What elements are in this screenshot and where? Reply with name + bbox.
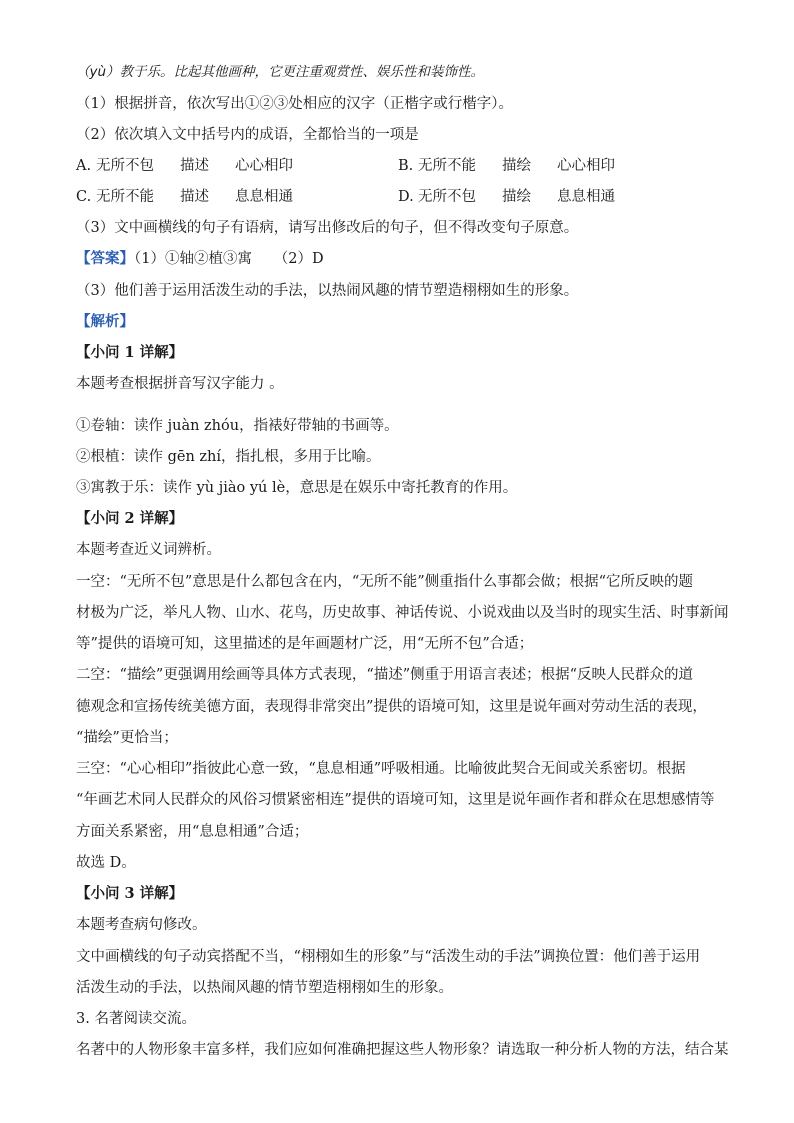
analysis-2-text: “描绘”更恰当； bbox=[76, 730, 178, 746]
option-d bbox=[398, 187, 615, 207]
subquestion-3-heading: 【小问 3 详解】 bbox=[76, 885, 184, 902]
analysis-2-text: 三空：“心心相印”指彼此心意一致，“息息相通”呼吸相通。比喻彼此契合无间或关系密切。根据 bbox=[76, 761, 686, 777]
option-d-word2: 描绘 bbox=[502, 189, 531, 205]
question-1: （1）根据拼音，依次写出①②③处相应的汉字（正楷字或行楷字）。 bbox=[76, 96, 513, 112]
analysis-2-text: 方面关系紧密，用“息息相通”合适； bbox=[76, 824, 309, 840]
analysis-2-text: 材极为广泛，举凡人物、山水、花鸟，历史故事、神话传说、小说戏曲以及当时的现实生活、时事新闻 bbox=[76, 605, 729, 621]
analysis-2-text: 德观念和宣扬传统美德方面，表现得非常突出”提供的语境可知，这里是说年画对劳动生活的表现， bbox=[76, 699, 707, 715]
analysis-1-intro: 本题考查根据拼音写汉字能力 。 bbox=[76, 376, 284, 392]
analysis-2-text: 二空：“描绘”更强调用绘画等具体方式表现，“描述”侧重于用语言表述；根据“反映人民群众的道 bbox=[76, 667, 694, 683]
option-c-word2: 描述 bbox=[180, 189, 209, 205]
passage-fragment: （yù）教于乐。比起其他画种，它更注重观赏性、娱乐性和装饰性。 bbox=[76, 64, 485, 80]
option-b-word2: 描绘 bbox=[502, 158, 531, 174]
question-3-prompt: 名著中的人物形象丰富多样，我们应如何准确把握这些人物形象？请选取一种分析人物的方法，结合某 bbox=[76, 1042, 729, 1058]
option-c bbox=[76, 187, 293, 207]
option-b bbox=[398, 156, 615, 176]
option-d-label: D. bbox=[398, 189, 414, 205]
option-c-label: C. bbox=[76, 189, 92, 205]
option-a-word2: 描述 bbox=[180, 158, 209, 174]
subquestion-2-heading: 【小问 2 详解】 bbox=[76, 510, 184, 527]
option-a-label: A. bbox=[76, 158, 92, 174]
question-3-heading: 3. 名著阅读交流。 bbox=[76, 1011, 196, 1027]
option-d-word3: 息息相通 bbox=[557, 189, 615, 205]
analysis-heading: 【解析】 bbox=[76, 313, 134, 330]
answer-tag: 【答案】 bbox=[76, 250, 134, 267]
option-b-label: B. bbox=[398, 158, 414, 174]
answer-text: （1）①轴②植③寓 （2）D bbox=[134, 251, 324, 267]
option-b-word1: 无所不能 bbox=[418, 158, 476, 174]
analysis-1-item1: ①卷轴：读作 juàn zhóu，指裱好带轴的书画等。 bbox=[76, 418, 399, 434]
analysis-3-text: 活泼生动的手法，以热闹风趣的情节塑造栩栩如生的形象。 bbox=[76, 980, 453, 996]
option-a-word1: 无所不包 bbox=[96, 158, 154, 174]
analysis-1-item2: ②根植：读作 gēn zhí，指扎根，多用于比喻。 bbox=[76, 449, 381, 465]
option-b-word3: 心心相印 bbox=[557, 158, 615, 174]
option-a bbox=[76, 156, 293, 176]
analysis-1-item3: ③寓教于乐：读作 yù jiào yú lè，意思是在娱乐中寄托教育的作用。 bbox=[76, 480, 518, 496]
analysis-2-conclusion: 故选 D。 bbox=[76, 855, 136, 871]
option-d-word1: 无所不包 bbox=[418, 189, 476, 205]
analysis-2-text: 等”提供的语境可知，这里描述的是年画题材广泛，用“无所不包”合适； bbox=[76, 636, 534, 652]
analysis-2-text: “年画艺术同人民群众的风俗习惯紧密相连”提供的语境可知，这里是说年画作者和群众在思想感情等 bbox=[76, 792, 715, 808]
analysis-2-intro: 本题考查近义词辨析。 bbox=[76, 542, 221, 558]
analysis-3-intro: 本题考查病句修改。 bbox=[76, 917, 207, 933]
analysis-2-text: 一空：“无所不包”意思是什么都包含在内，“无所不能”侧重指什么事都会做；根据“它所反映的题 bbox=[76, 574, 694, 590]
option-c-word3: 息息相通 bbox=[235, 189, 293, 205]
question-3: （3）文中画横线的句子有语病，请写出修改后的句子，但不得改变句子原意。 bbox=[76, 220, 579, 236]
question-2: （2）依次填入文中括号内的成语，全都恰当的一项是 bbox=[76, 127, 419, 143]
answer-line bbox=[76, 249, 716, 269]
analysis-3-text: 文中画横线的句子动宾搭配不当，“栩栩如生的形象”与“活泼生动的手法”调换位置：他们善于运用 bbox=[76, 949, 701, 965]
answer-3: （3）他们善于运用活泼生动的手法，以热闹风趣的情节塑造栩栩如生的形象。 bbox=[76, 283, 579, 299]
option-a-word3: 心心相印 bbox=[235, 158, 293, 174]
option-c-word1: 无所不能 bbox=[96, 189, 154, 205]
subquestion-1-heading: 【小问 1 详解】 bbox=[76, 344, 184, 361]
